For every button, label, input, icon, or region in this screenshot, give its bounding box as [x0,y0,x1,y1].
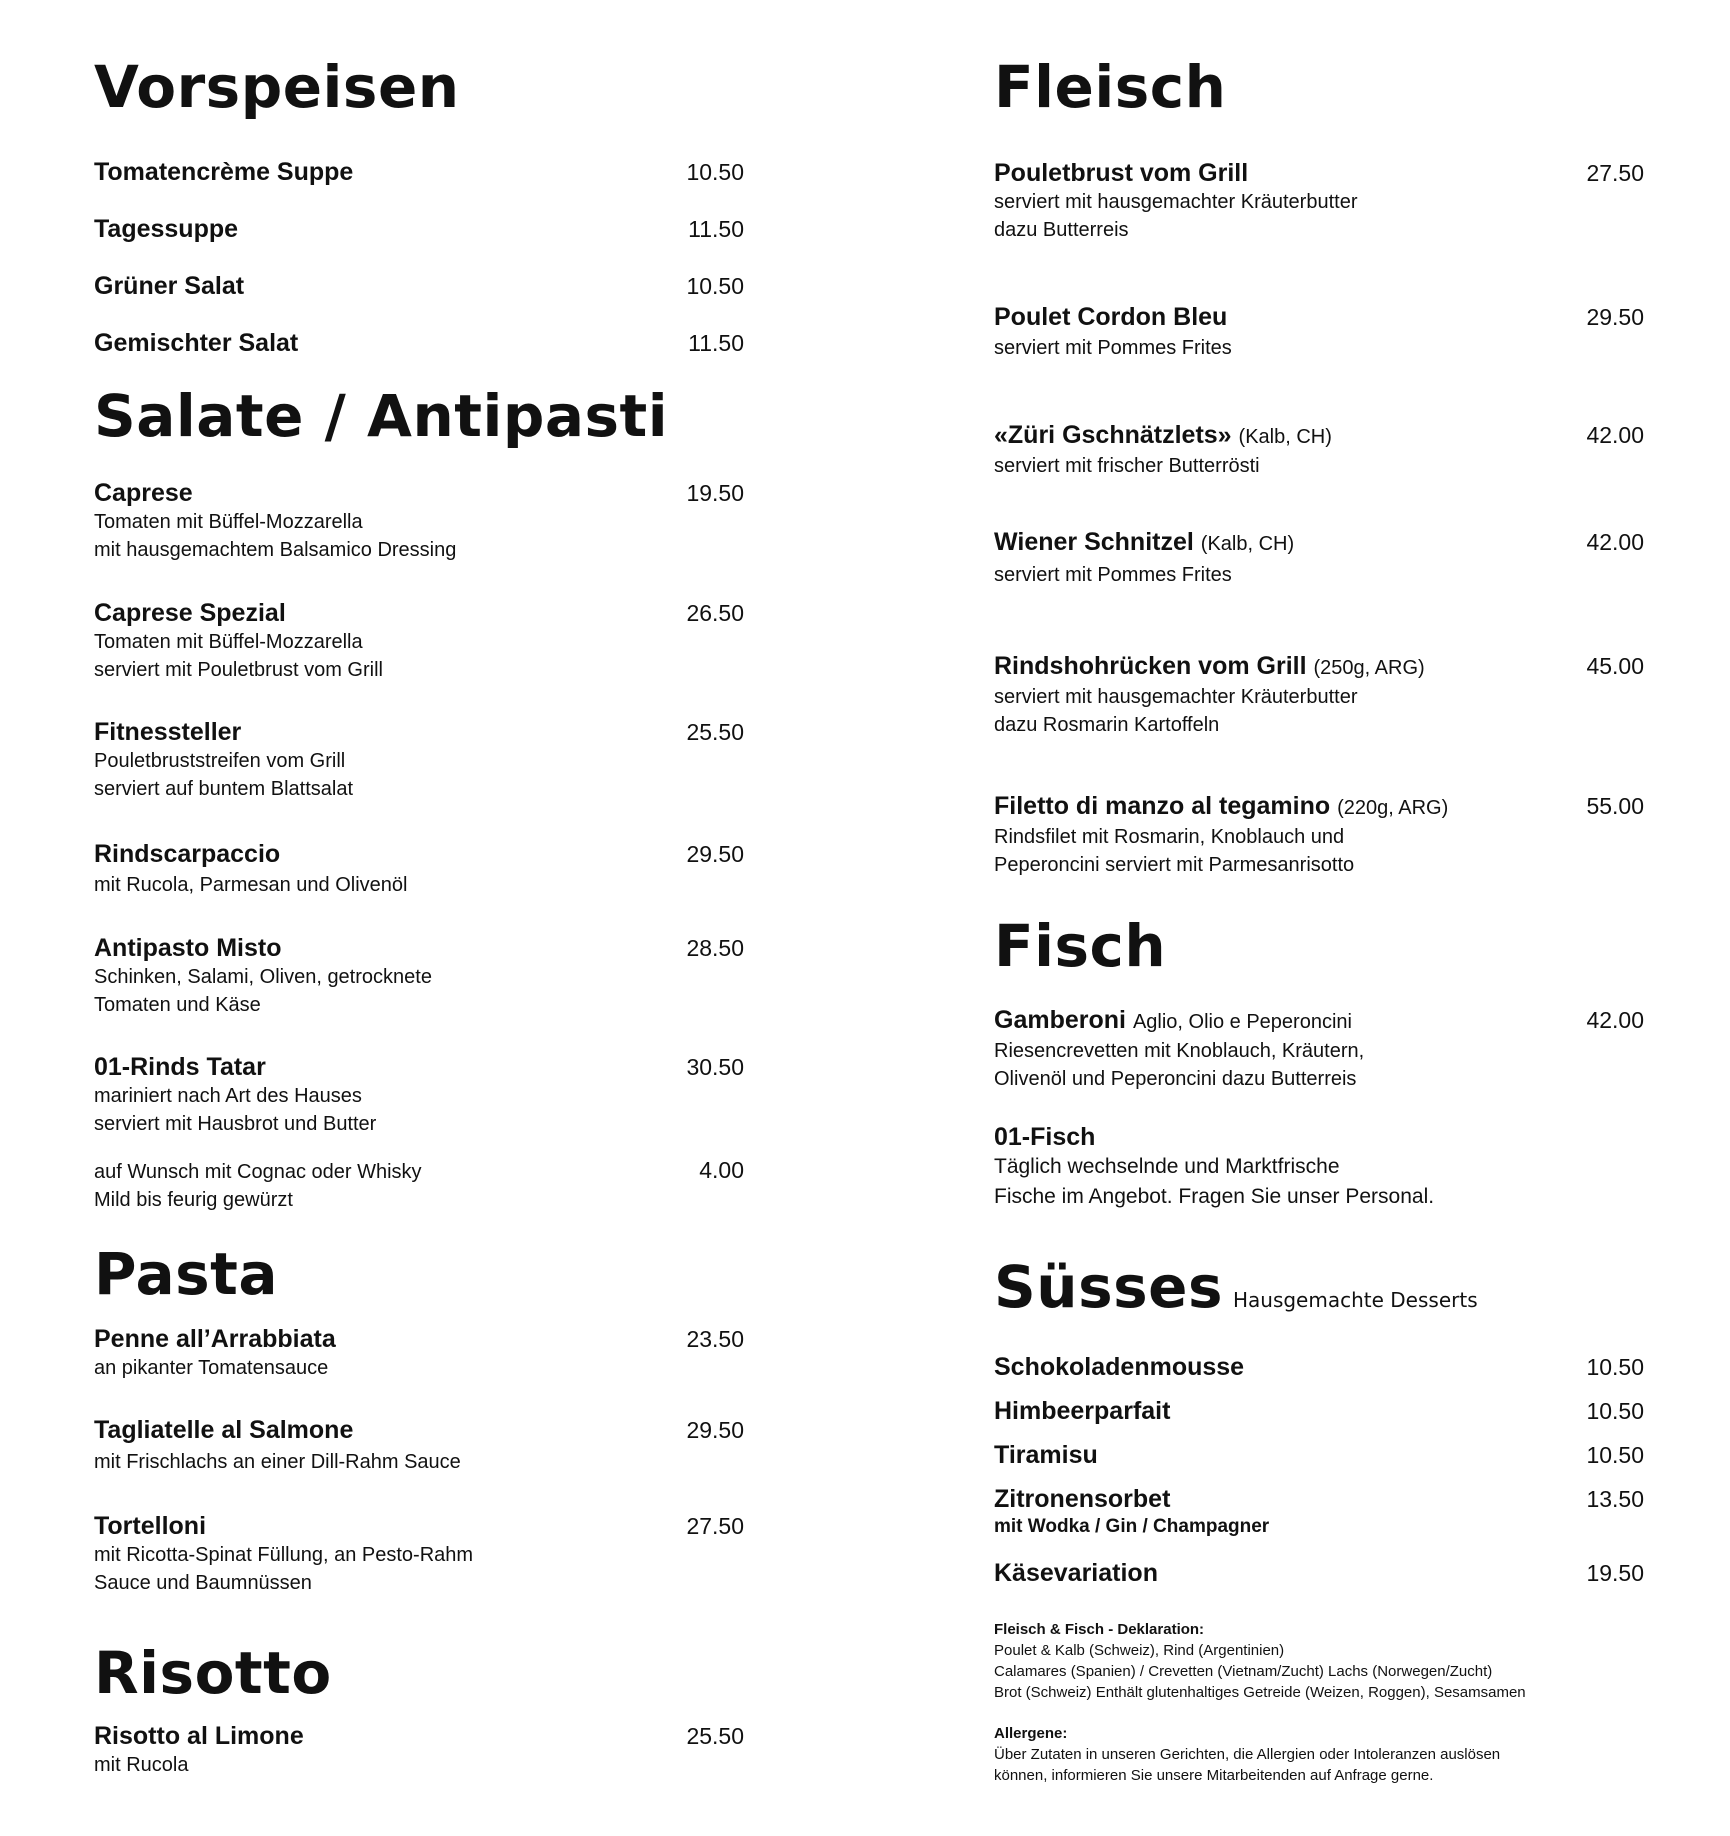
item-name: 01-Rinds Tatar [94,1053,266,1081]
item-price: 19.50 [1586,1560,1644,1586]
item-price: 19.50 [686,480,744,506]
menu-item [94,1324,744,1382]
item-price: 42.00 [1586,422,1644,448]
menu-item [994,1440,1644,1470]
item-description: Riesencrevetten mit Knoblauch, Kräutern, [994,1040,1365,1062]
menu-item [94,214,744,244]
item-price: 27.50 [1586,160,1644,186]
item-price: 28.50 [686,935,744,961]
menu-item [994,1352,1644,1382]
menu-item [94,1415,744,1476]
item-price: 10.50 [686,273,744,299]
section-subtitle: Hausgemachte Desserts [1232,1288,1478,1312]
deklaration-line: Brot (Schweiz) Enthält glutenhaltiges Getreide (Weizen, Roggen), Sesamsamen [994,1684,1526,1701]
item-name: Tomatencrème Suppe [94,158,354,186]
item-name: Penne all’Arrabbiata [94,1325,336,1353]
item-price: 10.50 [1586,1398,1644,1424]
menu-item [994,1484,1644,1540]
item-name: Antipasto Misto [94,934,282,962]
item-price: 29.50 [686,841,744,867]
item-description: serviert mit frischer Butterrösti [994,455,1260,477]
extra-line: Mild bis feurig gewürzt [94,1189,293,1211]
item-name: Himbeerparfait [994,1397,1171,1425]
deklaration-title: Fleisch & Fisch - Deklaration: [994,1621,1205,1638]
item-description: Tomaten mit Büffel-Mozzarella [94,511,363,533]
allergene-title: Allergene: [994,1725,1068,1742]
item-price: 13.50 [1586,1486,1644,1512]
item-name: Tagessuppe [94,215,239,243]
menu-item [994,1122,1644,1212]
item-description: Tomaten und Käse [94,994,261,1016]
item-price: 10.50 [1586,1354,1644,1380]
menu-item [94,157,744,187]
item-name: Caprese Spezial [94,599,286,627]
menu-item [994,1005,1644,1093]
item-name: «Züri Gschnätzlets» [994,421,1232,449]
section-title-vorspeisen: Vorspeisen [94,53,460,121]
item-qualifier: (250g, ARG) [1313,657,1425,679]
item-description: mariniert nach Art des Hauses [94,1085,362,1107]
item-description: serviert mit Hausbrot und Butter [94,1113,377,1135]
section-title-suesses [994,1252,1478,1335]
item-qualifier: Aglio, Olio e Peperoncini [1132,1011,1352,1033]
item-description: Peperoncini serviert mit Parmesanrisotto [994,854,1355,876]
item-description: mit Frischlachs an einer Dill-Rahm Sauce [94,1451,461,1473]
menu-item [94,717,744,803]
item-name: Schokoladenmousse [994,1353,1245,1381]
menu-item [994,651,1644,739]
item-price: 30.50 [686,1054,744,1080]
menu-item [994,158,1644,244]
deklaration-note [994,1619,1644,1703]
item-name: Fitnessteller [94,718,242,746]
item-qualifier: (Kalb, CH) [1200,533,1295,555]
item-description: Olivenöl und Peperoncini dazu Butterreis [994,1068,1357,1090]
item-name: Grüner Salat [94,272,245,300]
item-option: mit Wodka / Gin / Champagner [994,1516,1270,1537]
item-price: 29.50 [686,1417,744,1443]
item-price: 27.50 [686,1513,744,1539]
item-description: mit hausgemachtem Balsamico Dressing [94,539,457,561]
item-description: Schinken, Salami, Oliven, getrocknete [94,966,432,988]
item-price: 25.50 [686,1723,744,1749]
allergene-line: können, informieren Sie unsere Mitarbeitenden auf Anfrage gerne. [994,1767,1434,1784]
item-qualifier: (220g, ARG) [1337,797,1449,819]
menu-item [994,1558,1644,1588]
item-name: Käsevariation [994,1559,1158,1587]
item-price: 23.50 [686,1326,744,1352]
item-description: Tomaten mit Büffel-Mozzarella [94,631,363,653]
item-name: Tiramisu [994,1441,1098,1469]
item-description: serviert mit hausgemachter Kräuterbutter [994,686,1358,708]
deklaration-line: Poulet & Kalb (Schweiz), Rind (Argentinien) [994,1642,1285,1659]
item-name: Rindscarpaccio [94,840,281,868]
item-description: dazu Butterreis [994,219,1129,241]
item-name: Zitronensorbet [994,1485,1171,1513]
item-price: 11.50 [688,330,744,356]
section-title-pasta: Pasta [94,1240,278,1308]
allergene-note [994,1723,1644,1786]
item-qualifier: (Kalb, CH) [1238,426,1332,448]
item-description: Pouletbruststreifen vom Grill [94,750,346,772]
item-price: 4.00 [699,1157,744,1183]
menu-item [94,478,744,564]
menu-item [994,302,1644,362]
menu-item [94,933,744,1019]
item-name: Gemischter Salat [94,329,299,357]
menu-item [94,1052,744,1138]
item-description: mit Rucola, Parmesan und Olivenöl [94,874,408,896]
item-description: mit Ricotta-Spinat Füllung, an Pesto-Rahm [94,1544,474,1566]
item-name: 01-Fisch [994,1123,1096,1151]
item-name: Pouletbrust vom Grill [994,159,1249,187]
item-price: 10.50 [1586,1442,1644,1468]
item-description: mit Rucola [94,1754,189,1776]
item-description: serviert mit Pommes Frites [994,564,1232,586]
menu-item [94,839,744,899]
item-price: 29.50 [1586,304,1644,330]
item-description: serviert mit Pommes Frites [994,337,1232,359]
item-description: serviert auf buntem Blattsalat [94,778,354,800]
menu-item-extra [94,1155,744,1214]
section-title-risotto: Risotto [94,1639,332,1707]
item-name: Rindshohrücken vom Grill [994,652,1307,680]
item-name: Wiener Schnitzel [994,528,1194,556]
menu-item [94,271,744,301]
menu-item [994,791,1644,879]
allergene-line: Über Zutaten in unseren Gerichten, die Allergien oder Intoleranzen auslösen [994,1746,1501,1763]
menu-item [94,598,744,684]
item-description: serviert mit hausgemachter Kräuterbutter [994,191,1358,213]
item-price: 42.00 [1586,529,1644,555]
item-name: Tagliatelle al Salmone [94,1416,354,1444]
menu-item [994,420,1644,480]
item-price: 55.00 [1586,793,1644,819]
item-description: Rindsfilet mit Rosmarin, Knoblauch und [994,826,1345,848]
item-description: Fische im Angebot. Fragen Sie unser Personal. [994,1185,1435,1208]
menu-item [94,1511,744,1597]
item-description: serviert mit Pouletbrust vom Grill [94,659,383,681]
menu-item [994,527,1644,589]
item-price: 25.50 [686,719,744,745]
item-price: 10.50 [686,159,744,185]
item-price: 45.00 [1586,653,1644,679]
menu-item [94,1721,744,1779]
item-name: Gamberoni [994,1006,1126,1034]
section-title-text: Süsses [994,1253,1223,1321]
item-name: Poulet Cordon Bleu [994,303,1228,331]
item-name: Caprese [94,479,193,507]
section-title-salate: Salate / Antipasti [94,382,669,450]
item-description: Täglich wechselnde und Marktfrische [994,1155,1340,1178]
item-description: Sauce und Baumnüssen [94,1572,312,1594]
item-description: dazu Rosmarin Kartoffeln [994,714,1220,736]
section-title-fisch: Fisch [994,912,1167,980]
item-name: Filetto di manzo al tegamino [994,792,1331,820]
menu-item [994,1396,1644,1426]
item-price: 42.00 [1586,1007,1644,1033]
item-name: Risotto al Limone [94,1722,304,1750]
item-description: an pikanter Tomatensauce [94,1357,329,1379]
item-name: Tortelloni [94,1512,207,1540]
deklaration-line: Calamares (Spanien) / Crevetten (Vietnam/Zucht) Lachs (Norwegen/Zucht) [994,1663,1493,1680]
section-title-fleisch: Fleisch [994,53,1227,121]
item-price: 26.50 [686,600,744,626]
menu-item [94,328,744,358]
extra-line: auf Wunsch mit Cognac oder Whisky [94,1161,422,1183]
item-price: 11.50 [688,216,744,242]
